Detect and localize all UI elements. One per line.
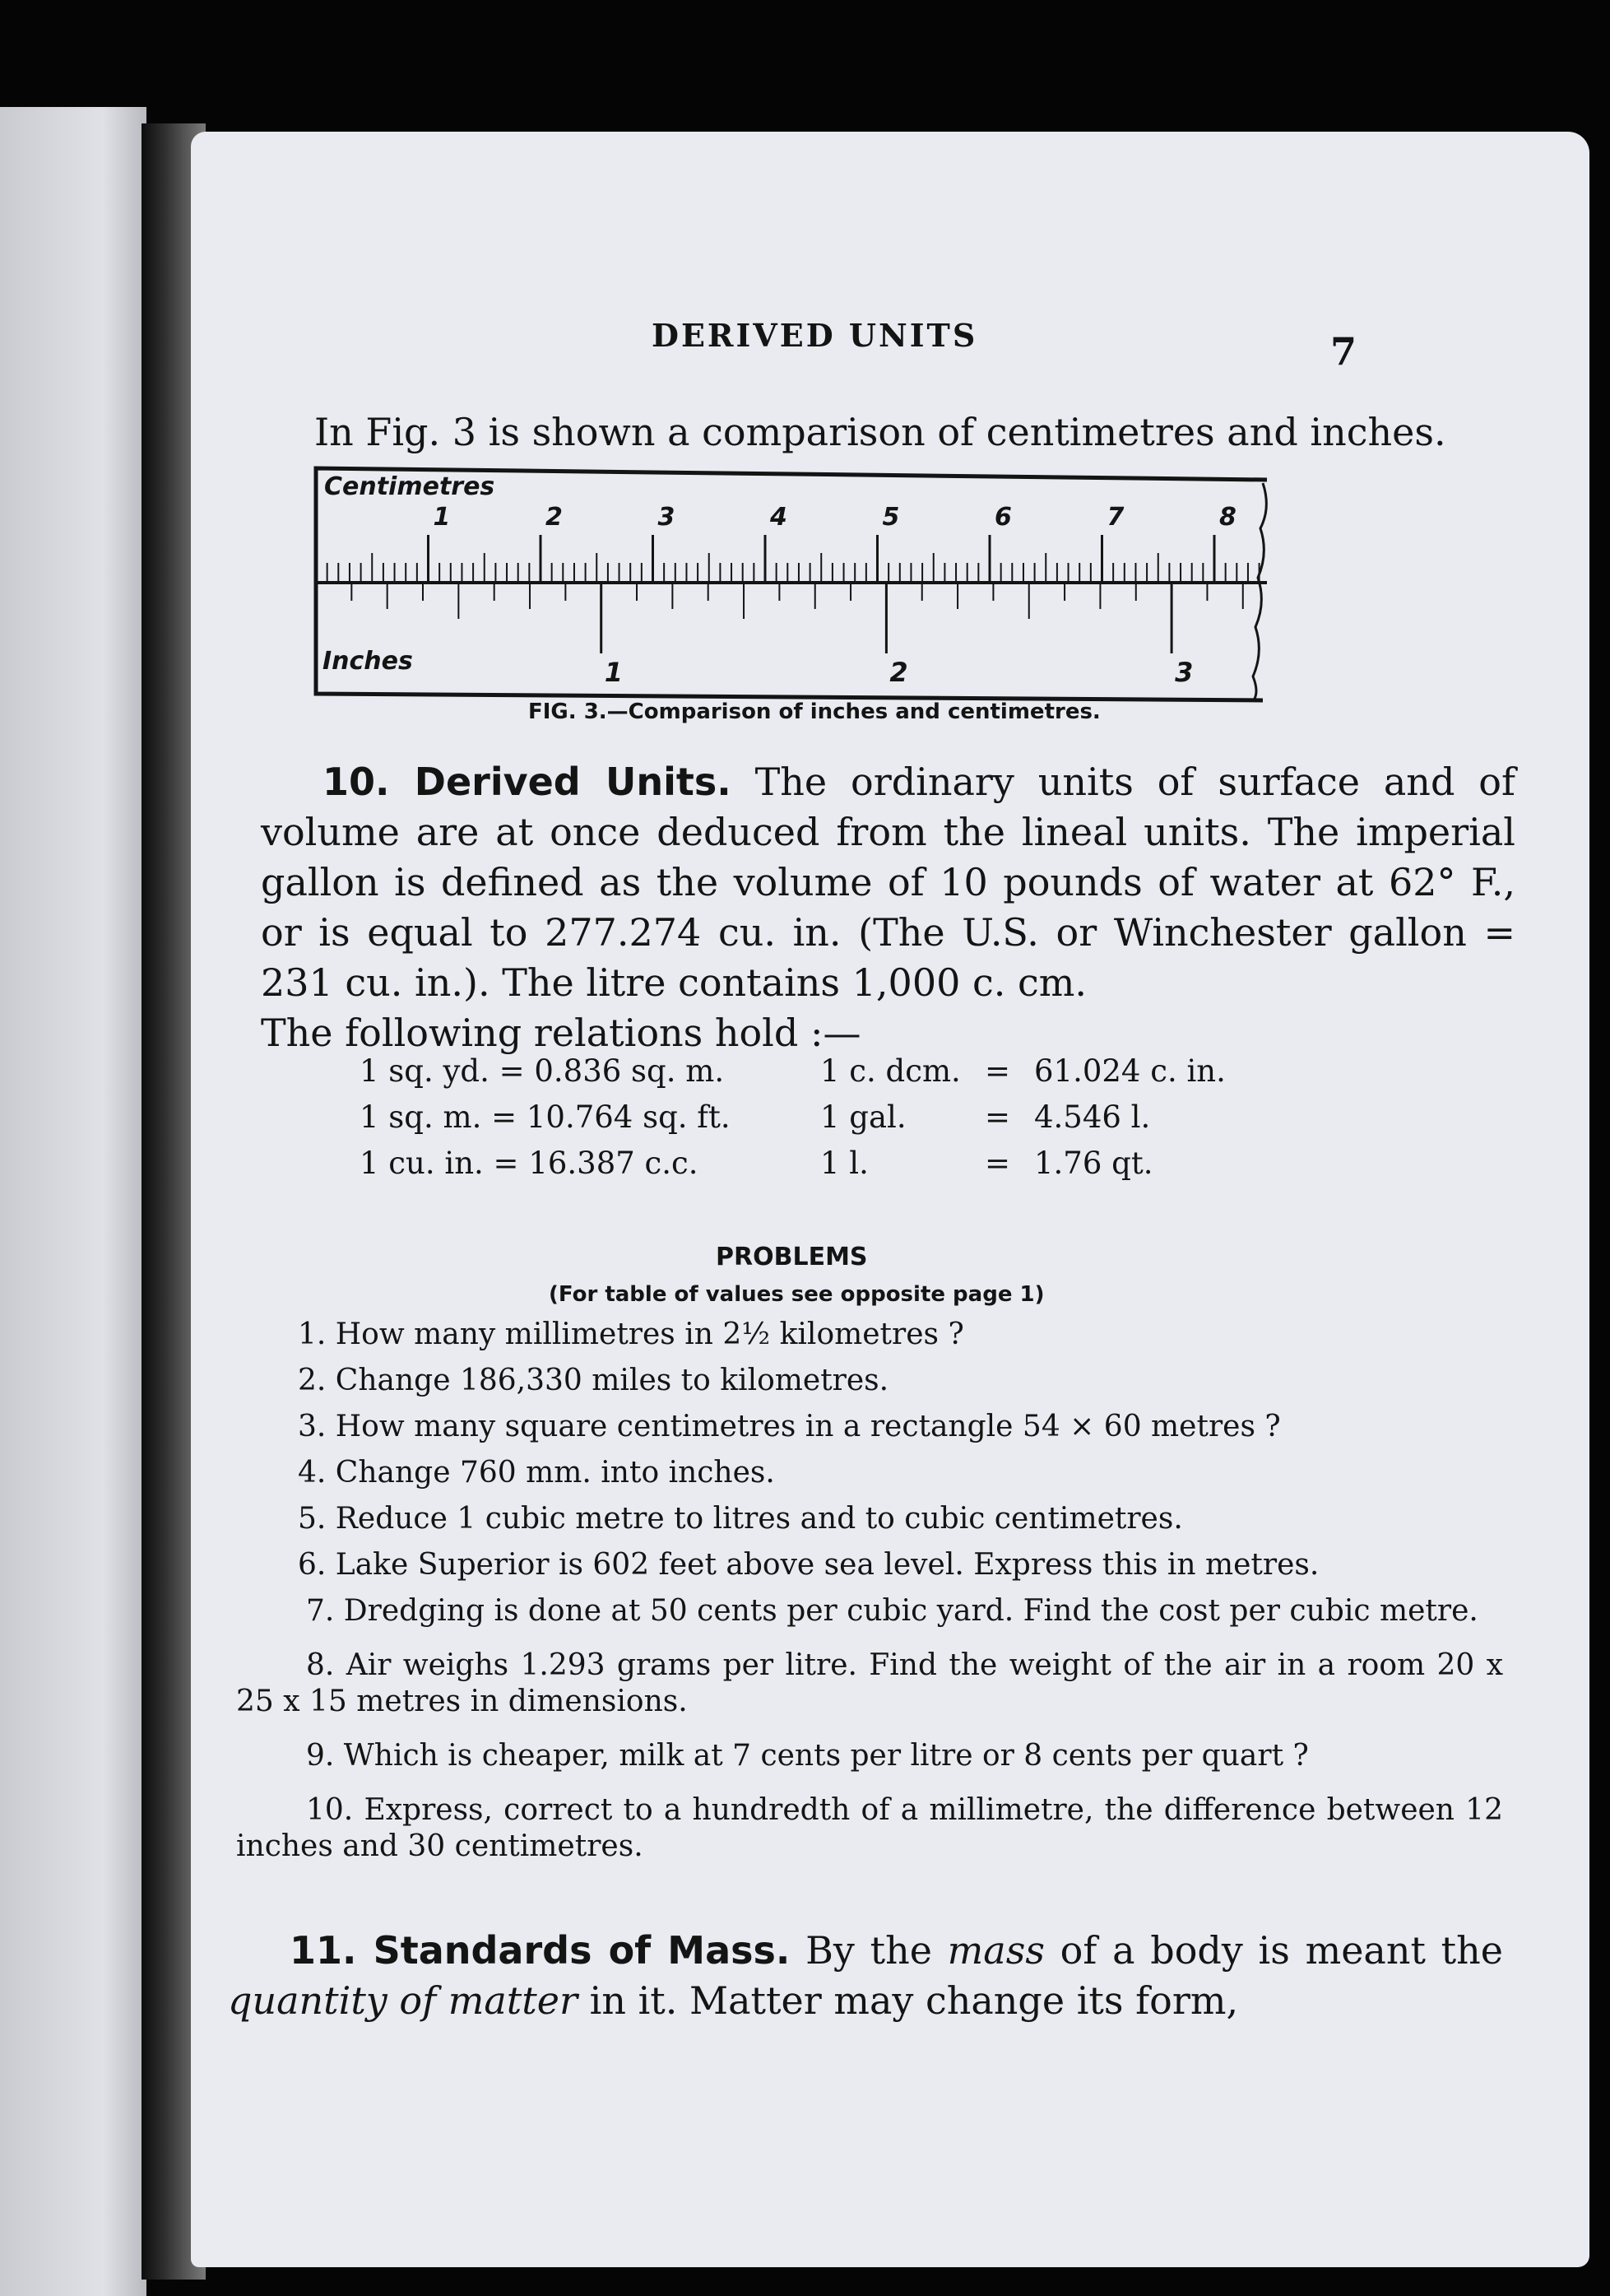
page-number: 7: [1330, 329, 1357, 374]
inch-number: 2: [889, 657, 908, 688]
problem-item: 3. How many square centimetres in a rectangle 54 × 60 metres ?: [298, 1410, 1281, 1443]
relation-row: [360, 1146, 1478, 1192]
problem-item: 7. Dredging is done at 50 cents per cubic yard. Find the cost per cubic metre.: [306, 1594, 1478, 1628]
cm-number: 6: [995, 503, 1012, 532]
intro-paragraph: In Fig. 3 is shown a comparison of centimetres and inches.: [314, 410, 1446, 454]
relation-left: 1 sq. m. = 10.764 sq. ft.: [360, 1099, 731, 1135]
relation-right: 1.76 qt.: [1034, 1146, 1153, 1181]
problem-item: 1. How many millimetres in 2½ kilometres ?: [298, 1318, 964, 1351]
relations-table: [360, 1053, 1478, 1192]
problems-title: PROBLEMS: [716, 1243, 868, 1271]
section-11-italic: quantity of matter: [228, 1978, 578, 2023]
section-11-heading: 11. Standards of Mass.: [290, 1928, 791, 1973]
relation-left: 1 cu. in. = 16.387 c.c.: [360, 1146, 698, 1181]
relation-eq: =: [985, 1146, 1011, 1181]
problems-subtitle: (For table of values see opposite page 1): [549, 1282, 1045, 1307]
relation-right: 4.546 l.: [1034, 1099, 1151, 1135]
ruler-torn-edge: [1253, 483, 1266, 701]
book-page: [191, 132, 1589, 2267]
ruler-graphics: [316, 468, 1267, 701]
inch-label: Inches: [322, 647, 413, 676]
cm-inch-ruler-figure: [313, 465, 1514, 704]
relation-eq: =: [985, 1053, 1011, 1089]
relation-mid: 1 gal.: [820, 1099, 907, 1135]
section-11-text: By the: [790, 1928, 948, 1973]
section-11-paragraph: [228, 1926, 1503, 2026]
cm-number: 5: [882, 503, 900, 532]
problem-item: 8. Air weighs 1.293 grams per litre. Find the weight of the air in a room 20 x 25 x 15 metres in dimensions.: [236, 1648, 1503, 1718]
adjacent-page-edge: [0, 107, 146, 2296]
cm-number: 1: [433, 503, 451, 532]
relation-left: 1 sq. yd. = 0.836 sq. m.: [360, 1053, 725, 1089]
problem-item: 4. Change 760 mm. into inches.: [298, 1456, 775, 1490]
inch-number: 3: [1175, 657, 1194, 688]
section-10-text: The ordinary units of surface and of volume are at once deduced from the lineal units. The imperial gallon is defined as the volume of 10 pounds of water at 62° F., or is equal to 277.274 cu. in. (The U.S. or Winchester gallon = 231 cu. in.). The litre contains 1,000 c. cm.: [261, 760, 1515, 1005]
cm-number: 3: [657, 503, 675, 532]
section-11-italic: mass: [947, 1928, 1045, 1973]
problem-item: 5. Reduce 1 cubic metre to litres and to cubic centimetres.: [298, 1502, 1183, 1536]
section-11-text: in it. Matter may change its form,: [577, 1978, 1239, 2023]
relation-mid: 1 l.: [820, 1146, 869, 1181]
problem-item: 6. Lake Superior is 602 feet above sea level. Express this in metres.: [298, 1548, 1320, 1582]
problem-item: 9. Which is cheaper, milk at 7 cents per litre or 8 cents per quart ?: [306, 1739, 1309, 1773]
inch-number: 1: [604, 657, 623, 688]
cm-number: 8: [1219, 503, 1236, 532]
problems-list: [236, 1317, 1503, 1883]
relation-eq: =: [985, 1099, 1011, 1135]
running-title: DERIVED UNITS: [652, 317, 978, 354]
section-10-paragraph: [261, 757, 1515, 1058]
problem-item: 2. Change 186,330 miles to kilometres.: [298, 1364, 889, 1397]
relation-row: [360, 1053, 1478, 1099]
cm-number: 7: [1107, 503, 1125, 532]
cm-label: Centimetres: [324, 472, 495, 501]
relation-row: [360, 1099, 1478, 1146]
section-10-heading: 10. Derived Units.: [322, 760, 731, 804]
relation-mid: 1 c. dcm.: [820, 1053, 961, 1089]
cm-number: 4: [770, 503, 787, 532]
cm-number: 2: [545, 503, 563, 532]
problem-item: 10. Express, correct to a hundredth of a millimetre, the difference between 12 inches and 30 centimetres.: [236, 1793, 1503, 1863]
section-11-text: of a body is meant the: [1044, 1928, 1504, 1973]
figure-caption: FIG. 3.—Comparison of inches and centimetres.: [528, 699, 1101, 724]
relation-right: 61.024 c. in.: [1034, 1053, 1226, 1089]
relations-intro: The following relations hold :—: [261, 1011, 861, 1055]
